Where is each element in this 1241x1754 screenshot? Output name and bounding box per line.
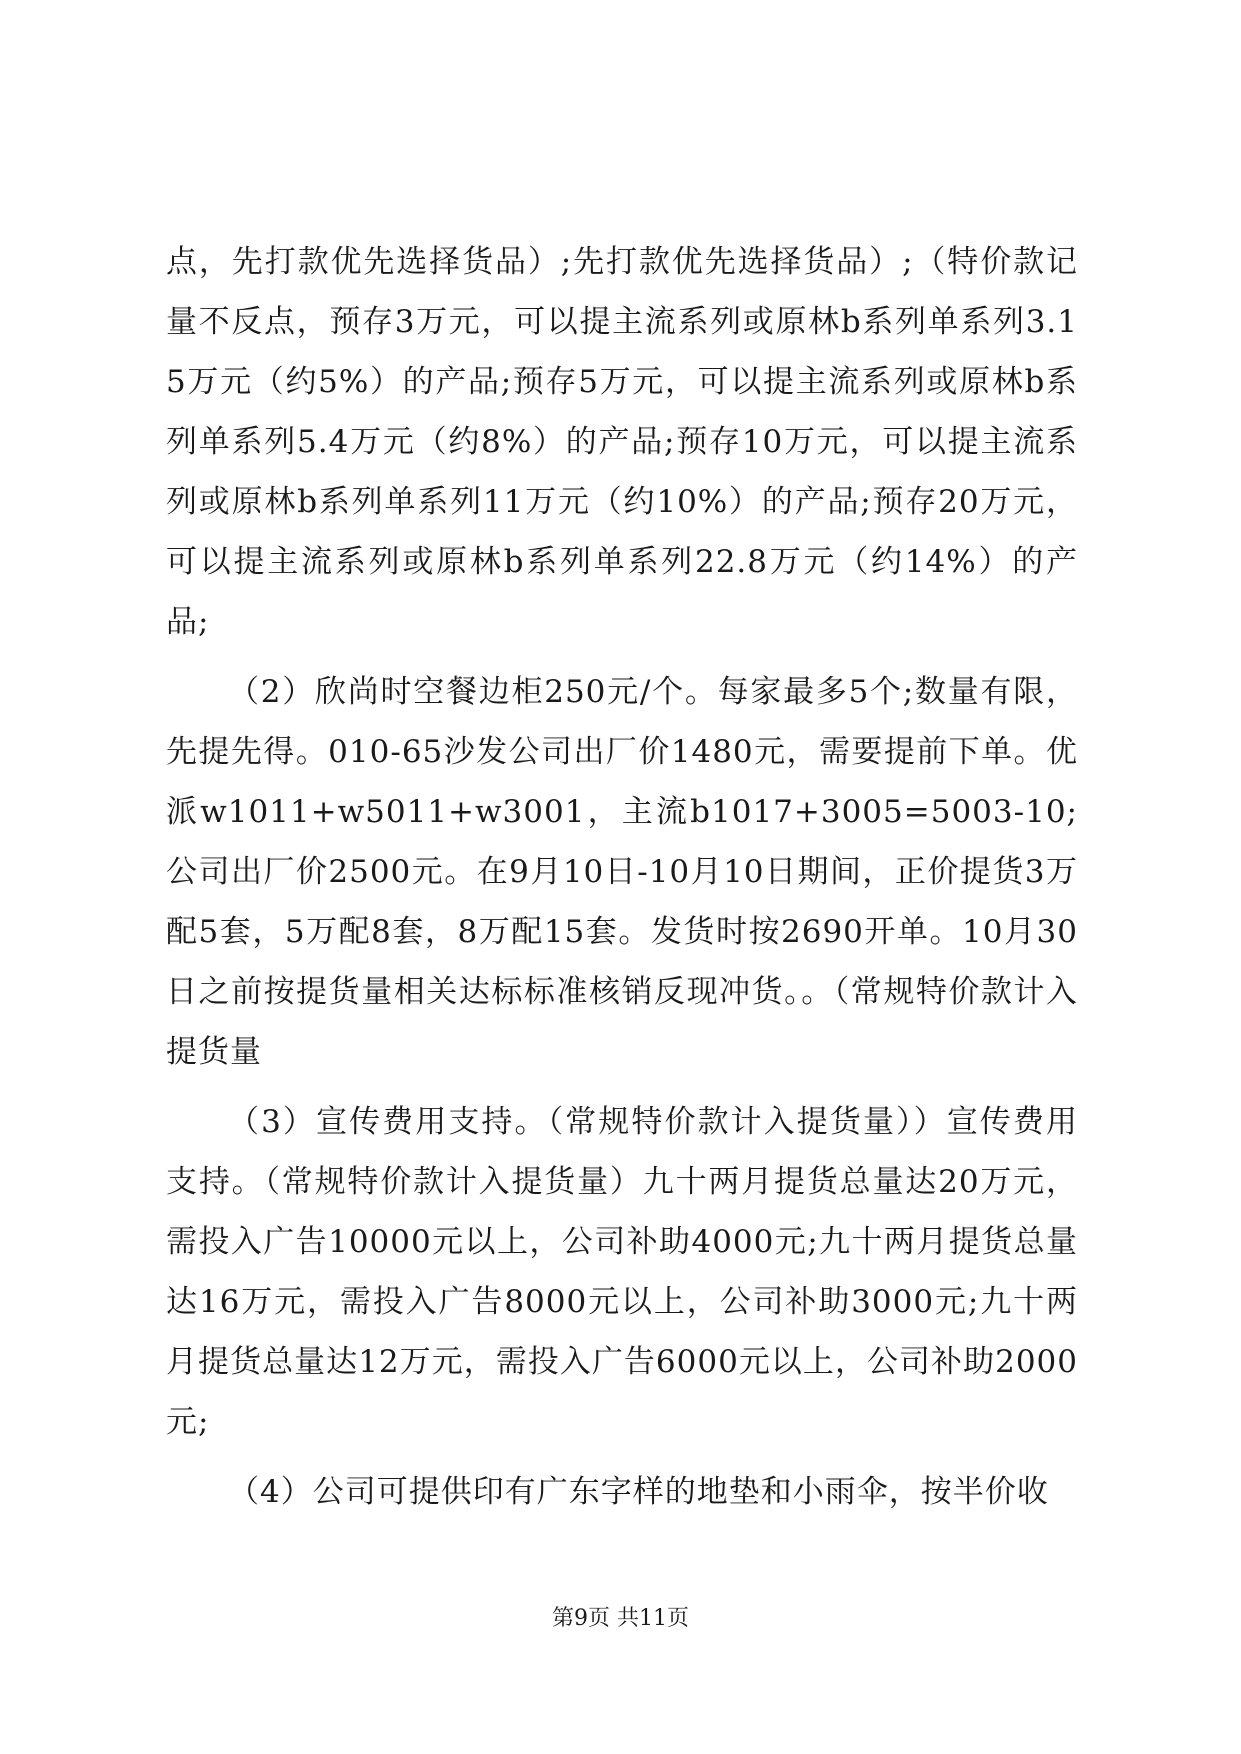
paragraph-4: （4）公司可提供印有广东字样的地垫和小雨伞，按半价收 [228,1474,1049,1510]
paragraph-1: 点，先打款优先选择货品）;先打款优先选择货品）;（特价款记量不反点，预存3万元，可以提主流系列或原林b系列单系列3.15万元（约5%）的产品;预存5万元，可以提主流系列或原林b系列单系列5.4万元（约8%）的产品;预存10万元，可以提主流系列或原林b系列单系列11万元（约10%）的产品;预存20万元，可以提主流系列或原林b系列单系列22.8万元（约14%）的产品; [166,244,1078,640]
paragraph-2: （2）欣尚时空餐边柜250元/个。每家最多5个;数量有限，先提先得。010-65沙发公司出厂价1480元，需要提前下单。优派w1011+w5011+w3001，主流b1017+3005=5003-10;公司出厂价2500元。在9月10日-10月10日期间，正价提货3万配5套，5万配8套，8万配15套。发货时按2690开单。10月30日之前按提货量相关达标标准核销反现冲货。。（常规特价款计入提货量 [166,674,1078,1070]
paragraph-3: （3）宣传费用支持。（常规特价款计入提货量））宣传费用支持。（常规特价款计入提货量）九十两月提货总量达20万元，需投入广告10000元以上，公司补助4000元;九十两月提货总量达16万元，需投入广告8000元以上，公司补助3000元;九十两月提货总量达12万元，需投入广告6000元以上，公司补助2000元; [166,1104,1078,1440]
document-body [166,232,1078,1522]
page-number-footer: 第9页 共11页 [552,1606,689,1631]
